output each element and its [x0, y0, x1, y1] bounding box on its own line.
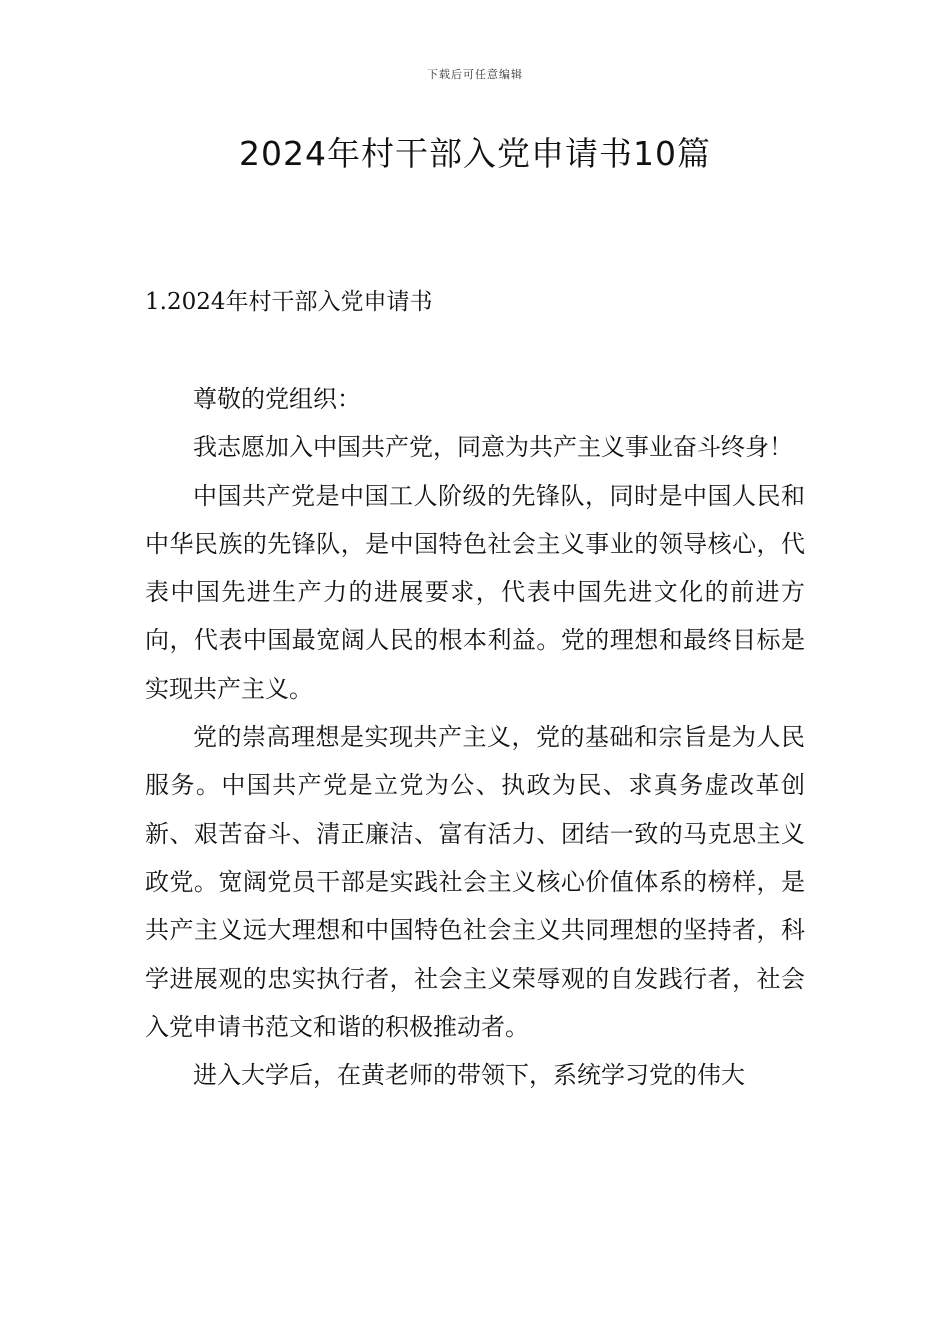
paragraph-1: 我志愿加入中国共产党，同意为共产主义事业奋斗终身！ [193, 433, 793, 462]
document-title: 2024年村干部入党申请书10篇 [239, 134, 711, 173]
letter-body [145, 375, 805, 1099]
paragraph-4: 进入大学后，在黄老师的带领下，系统学习党的伟大 [193, 1061, 745, 1090]
header-note: 下载后可任意编辑 [427, 68, 523, 81]
salutation: 尊敬的党组织： [193, 385, 361, 413]
paragraph-3: 党的崇高理想是实现共产主义，党的基础和宗旨是为人民服务。中国共产党是立党为公、执政为民、求真务虚改革创新、艰苦奋斗、清正廉洁、富有活力、团结一致的马克思主义政党。宽阔党员干部是实践社会主义核心价值体系的榜样，是共产主义远大理想和中国特色社会主义共同理想的坚持者，科学进展观的忠实执行者，社会主义荣辱观的自发践行者，社会入党申请书范文和谐的积极推动者。 [145, 723, 805, 1041]
section-heading: 1.2024年村干部入党申请书 [145, 289, 433, 315]
paragraph-2: 中国共产党是中国工人阶级的先锋队，同时是中国人民和中华民族的先锋队，是中国特色社会主义事业的领导核心，代表中国先进生产力的进展要求，代表中国先进文化的前进方向，代表中国最宽阔人民的根本利益。党的理想和最终目标是实现共产主义。 [145, 481, 805, 703]
